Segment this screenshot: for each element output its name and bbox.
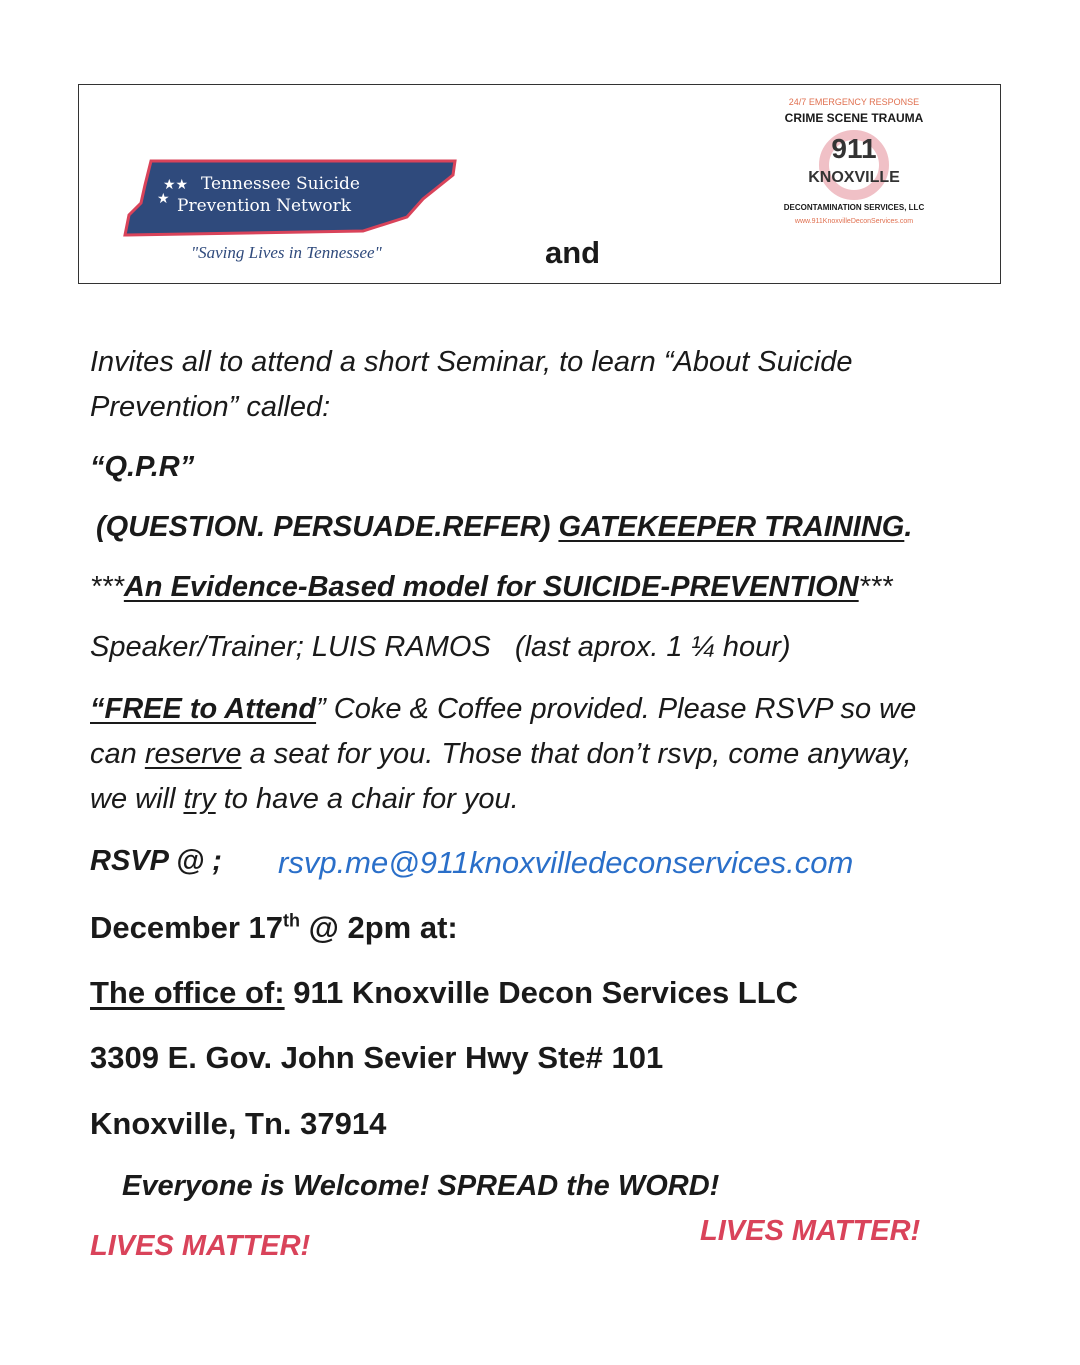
free-text: “FREE to Attend [90,693,317,725]
stars-left: *** [90,571,124,603]
reserve-line [90,738,912,771]
period: . [904,511,913,543]
address-line-2: Knoxville, Tn. 37914 [90,1106,387,1141]
logo-top-text: 24/7 EMERGENCY RESPONSE [788,97,920,107]
intro-line-2: Prevention” called: [90,391,331,423]
logo-arc-text: CRIME SCENE TRAUMA [784,111,924,125]
rsvp-label: RSVP @ ; [90,845,222,877]
chair-line [90,783,519,816]
logo-number: 911 [831,133,877,164]
rsvp-email-link[interactable]: rsvp.me@911knoxvilledeconservices.com [278,845,854,880]
free-line [90,693,916,726]
welcome-line: Everyone is Welcome! SPREAD the WORD! [122,1170,720,1202]
chair-rest: to have a chair for you. [215,783,519,815]
date-sup: th [283,910,301,931]
svg-text:★: ★ [157,190,170,206]
logo-bottom-text: DECONTAMINATION SERVICES, LLC [783,203,925,212]
office-line [90,975,798,1011]
qpr-expansion: (QUESTION. PERSUADE.REFER) [96,511,559,543]
office-label: The office of: [90,975,285,1010]
lives-matter-left: LIVES MATTER! [90,1230,311,1262]
lives-matter-right: LIVES MATTER! [700,1215,921,1247]
qpr-line [96,511,912,544]
logo-url: www.911KnoxvilleDeconServices.com [794,218,914,225]
svg-text:★★: ★★ [163,176,189,192]
logo-title-1: Tennessee Suicide [201,174,360,194]
can-text: can [90,738,145,770]
gatekeeper-text: GATEKEEPER TRAINING [558,511,905,543]
stars-right: *** [858,571,893,603]
speaker-line: Speaker/Trainer; LUIS RAMOS (last aprox. 1 ¼ hour) [90,631,791,663]
evidence-line [90,571,893,604]
date-text: December 17 [90,910,284,945]
evidence-text: An Evidence-Based model for SUICIDE-PREVENTION [123,571,859,603]
date-line [90,910,458,946]
free-rest: ” Coke & Coffee provided. Please RSVP so we [316,693,917,725]
address-line-1: 3309 E. Gov. John Sevier Hwy Ste# 101 [90,1040,664,1075]
intro-line-1: Invites all to attend a short Seminar, to learn “About Suicide [90,346,853,378]
knoxville-decon-logo [769,93,939,273]
we-will-text: we will [90,783,184,815]
logo-title-2: Prevention Network [177,196,352,216]
logo-city: KNOXVILLE [808,169,900,186]
reserve-text: reserve [144,738,242,770]
header-box [78,84,1001,284]
tspn-logo [123,155,459,267]
seat-rest: a seat for you. Those that don’t rsvp, come anyway, [241,738,912,770]
and-text: and [545,235,601,270]
try-text: try [183,783,216,815]
office-name: 911 Knoxville Decon Services LLC [284,975,799,1010]
date-rest: @ 2pm at: [300,910,458,945]
logo-tagline: "Saving Lives in Tennessee" [191,243,382,262]
qpr-title: “Q.P.R” [90,451,195,483]
